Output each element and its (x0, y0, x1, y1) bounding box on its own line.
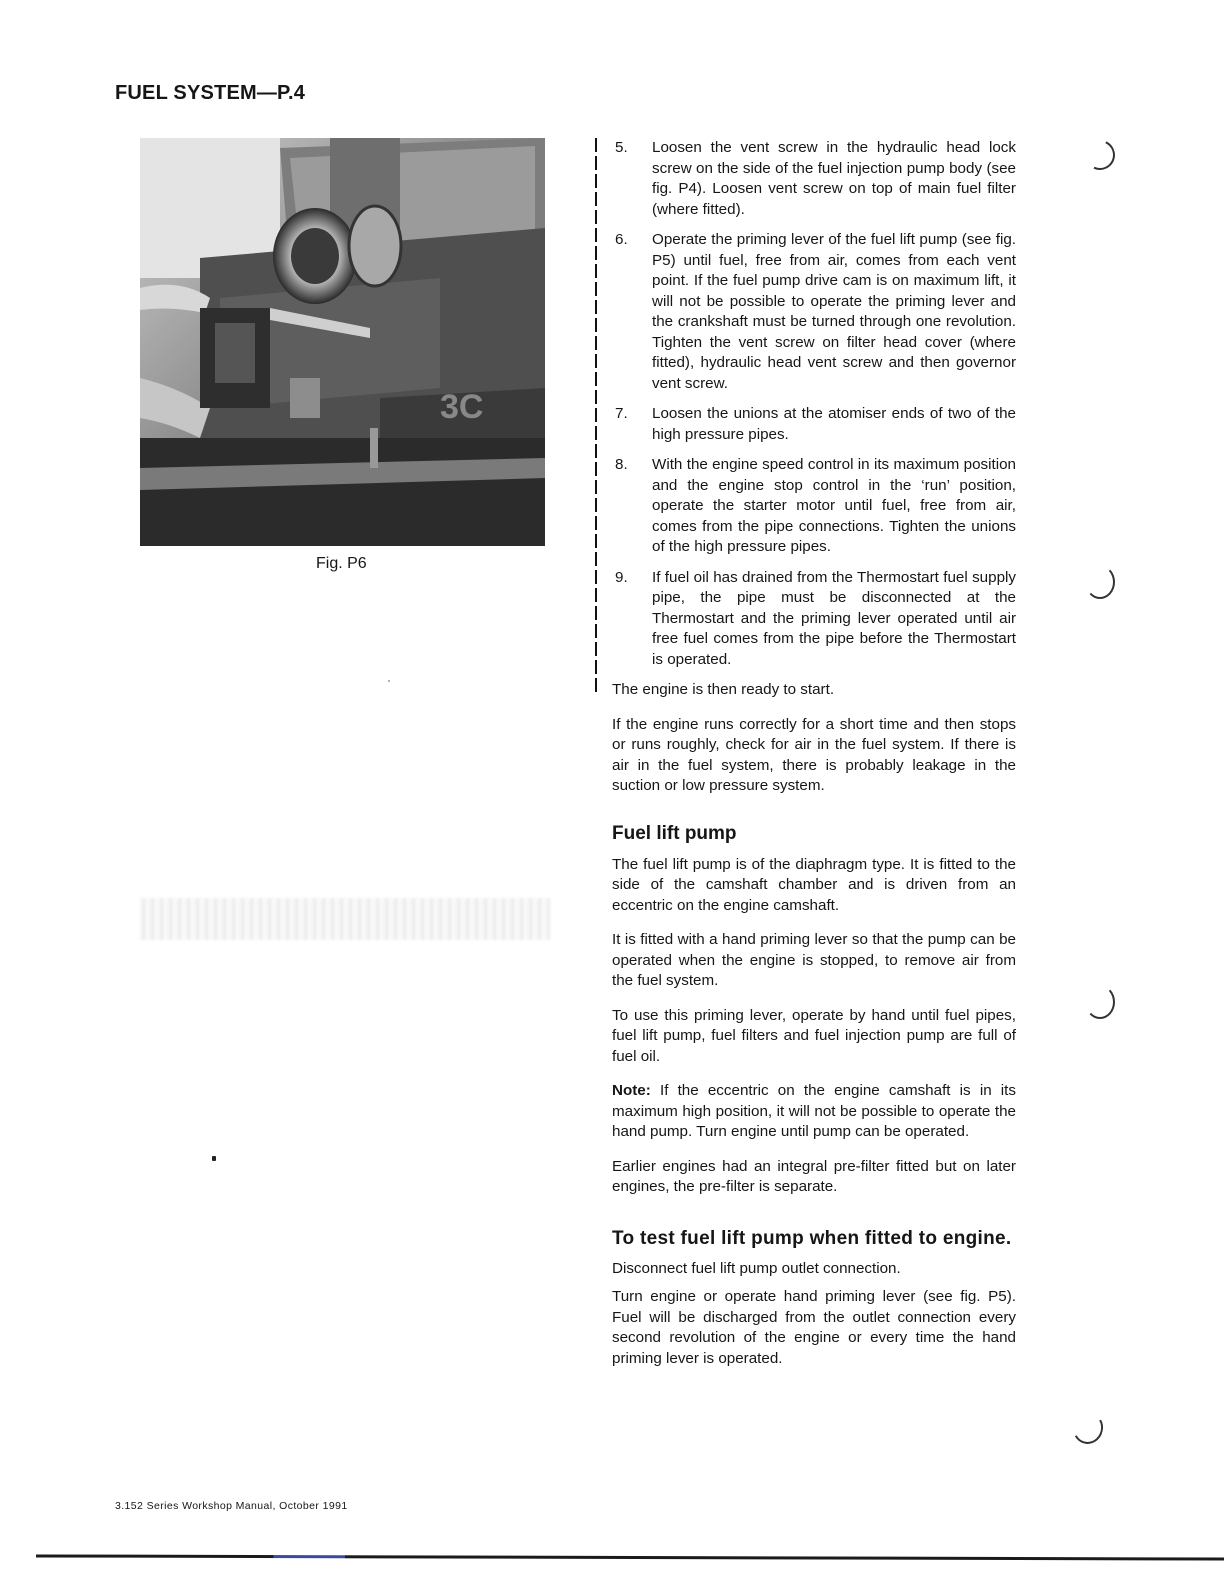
list-item (612, 568, 1016, 671)
step-number: 7. (615, 405, 628, 422)
scan-speck (388, 680, 390, 682)
list-item (612, 230, 1016, 394)
revision-change-bar (595, 138, 597, 696)
engine-photo-illustration (140, 138, 545, 546)
step-text: If fuel oil has drained from the Thermostart fuel supply pipe, the pipe must be disconnected at the Thermostart and the priming lever operated until air free fuel comes from the pipe before the Thermostart is operated. (652, 568, 1016, 668)
note-paragraph (612, 1081, 1016, 1143)
lift-pump-paragraph-1: The fuel lift pump is of the diaphragm type. It is fitted to the side of the camshaft chamber and is driven from an eccentric on the engine camshaft. (612, 855, 1016, 914)
lift-pump-paragraph-2: It is fitted with a hand priming lever so that the pump can be operated when the engine is stopped, to remove air from the fuel system. (612, 931, 1016, 989)
lift-pump-paragraph-4: Earlier engines had an integral pre-filter fitted but on later engines, the pre-filter is separate. (612, 1157, 1016, 1195)
punch-hole-mark (1085, 565, 1115, 599)
list-item (612, 455, 1016, 558)
punch-hole-mark (1085, 985, 1115, 1019)
page-title: FUEL SYSTEM—P.4 (115, 82, 306, 104)
step-number: 8. (615, 456, 628, 473)
procedure-steps (612, 138, 1016, 670)
step-text: Loosen the vent screw in the hydraulic head lock screw on the side of the fuel injection pump body (see fig. P4). Loosen vent screw on top of main fuel filter (where fitted). (652, 139, 1016, 218)
step-text: With the engine speed control in its maximum position and the engine stop control in the ‘run’ position, operate the starter motor until fuel, free from air, comes from the pipe connections. Tighten the unions of the high pressure pipes. (652, 456, 1016, 555)
list-item (612, 404, 1016, 445)
svg-text:3C: 3C (440, 388, 484, 426)
step-text: Loosen the unions at the atomiser ends of two of the high pressure pipes. (652, 405, 1016, 443)
runs-paragraph: If the engine runs correctly for a short time and then stops or runs roughly, check for air in the fuel system. If there is air in the fuel system, there is probably leakage in the suction or low pressure system. (612, 715, 1016, 794)
note-text: If the eccentric on the engine camshaft is in its maximum high position, it will not be possible to operate the hand pump. Turn engine until pump can be operated. (612, 1082, 1016, 1140)
ready-paragraph: The engine is then ready to start. (612, 681, 835, 698)
lift-pump-paragraph-3: To use this priming lever, operate by hand until fuel pipes, fuel lift pump, fuel filters and fuel injection pump are full of fuel oil. (612, 1006, 1016, 1065)
scan-smudge (140, 898, 550, 940)
lift-pump-heading: Fuel lift pump (612, 822, 737, 844)
punch-hole-mark (1069, 1409, 1106, 1448)
note-label: Note: (612, 1082, 651, 1099)
engine-photo (140, 138, 545, 546)
step-text: Operate the priming lever of the fuel lift pump (see fig. P5) until fuel, free from air, comes from each vent point. If the fuel pump drive cam is on maximum lift, it will not be possible to operate the priming lever and the crankshaft must be turned through one revolution. Tighten the vent screw on filter head cover (where fitted), hydraulic head vent screw and then governor vent screw. (652, 231, 1016, 392)
scan-dot (212, 1156, 216, 1161)
figure-caption: Fig. P6 (316, 555, 367, 572)
step-number: 6. (615, 231, 628, 248)
test-paragraph-1: Disconnect fuel lift pump outlet connection. (612, 1259, 901, 1277)
test-paragraph-2: Turn engine or operate hand priming lever (see fig. P5). Fuel will be discharged from the outlet connection every second revolution of the engine or every time the hand priming lever is operated. (612, 1288, 1016, 1367)
step-number: 5. (615, 139, 628, 156)
text-column (612, 138, 1016, 1377)
footer-rule (36, 1554, 1224, 1560)
test-heading: To test fuel lift pump when fitted to engine. (612, 1227, 1012, 1249)
list-item (612, 138, 1016, 220)
footer-text: 3.152 Series Workshop Manual, October 1991 (115, 1500, 348, 1512)
step-number: 9. (615, 568, 628, 586)
punch-hole-mark (1081, 136, 1119, 174)
